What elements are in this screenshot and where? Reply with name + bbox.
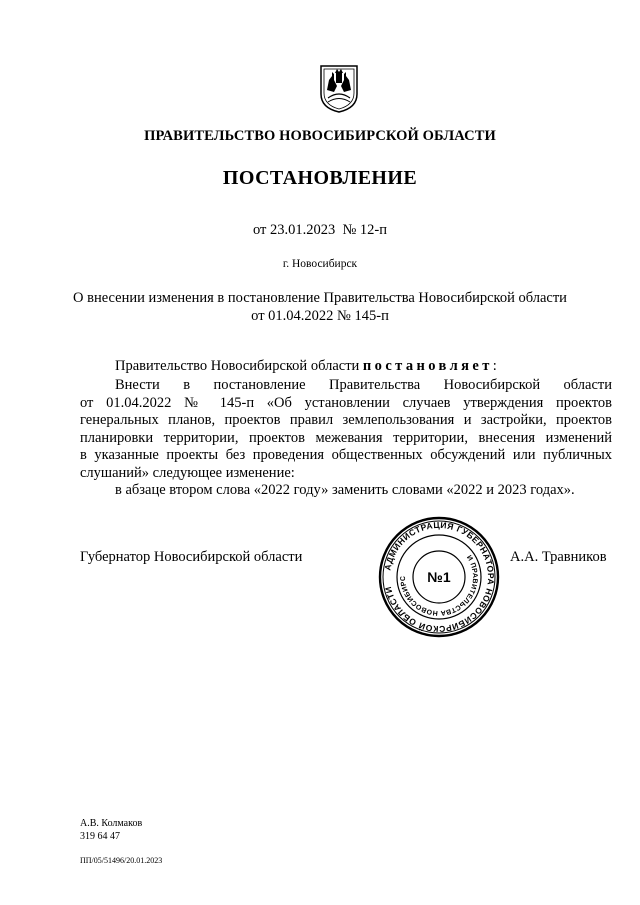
date-number-line: от 23.01.2023 № 12-п [252,222,388,238]
intro-text: Правительство Новосибирской области [115,358,363,374]
organization-title: ПРАВИТЕЛЬСТВО НОВОСИБИРСКОЙ ОБЛАСТИ [144,128,496,144]
paragraph-line: слушаний» следующее изменение: [80,464,295,481]
document-code: ПП/05/51496/20.01.2023 [80,856,163,865]
resolution-intro [115,358,497,376]
signatory-position: Губернатор Новосибирской области [80,549,303,565]
document-subject [0,289,640,325]
seal-inner-text: И ПРАВИТЕЛЬСТВА НОВОСИБИРС [399,554,479,617]
coat-of-arms-icon [318,60,360,114]
executor-phone: 319 64 47 [80,831,120,842]
paragraph-line: планировки территории, проектов межевания территории, внесения изменений [80,429,612,446]
paragraph-line: от 01.04.2022 № 145-п «Об установлении случаев утверждения проектов [80,394,612,411]
official-seal-icon [378,516,500,638]
city-line: г. Новосибирск [282,258,358,270]
subject-line: О внесении изменения в постановление Правительства Новосибирской области [73,290,567,306]
intro-end: : [492,358,497,374]
paragraph-line: генеральных планов, проектов правил землепользования и застройки, проектов [80,412,612,428]
signatory-name: А.А. Травников [510,549,607,565]
amendment-paragraph: в абзаце втором слова «2022 году» заменить словами «2022 и 2023 годах». [115,482,575,498]
resolution-paragraph [80,377,612,482]
seal-number: №1 [427,569,451,585]
executor-name: А.В. Колмаков [80,818,143,829]
intro-emphasis: постановляет [362,358,493,374]
seal-outer-text: АДМИНИСТРАЦИЯ ГУБЕРНАТОРА НОВОСИБИРСКОЙ ОБЛАСТИ [382,519,497,635]
paragraph-line: в указанные проекты без проведения общественных обсуждений или публичных [80,447,612,463]
document-type-title: ПОСТАНОВЛЕНИЕ [222,167,418,189]
subject-line: от 01.04.2022 № 145-п [251,308,389,324]
paragraph-line: Внести в постановление Правительства Новосибирской области [115,377,612,393]
